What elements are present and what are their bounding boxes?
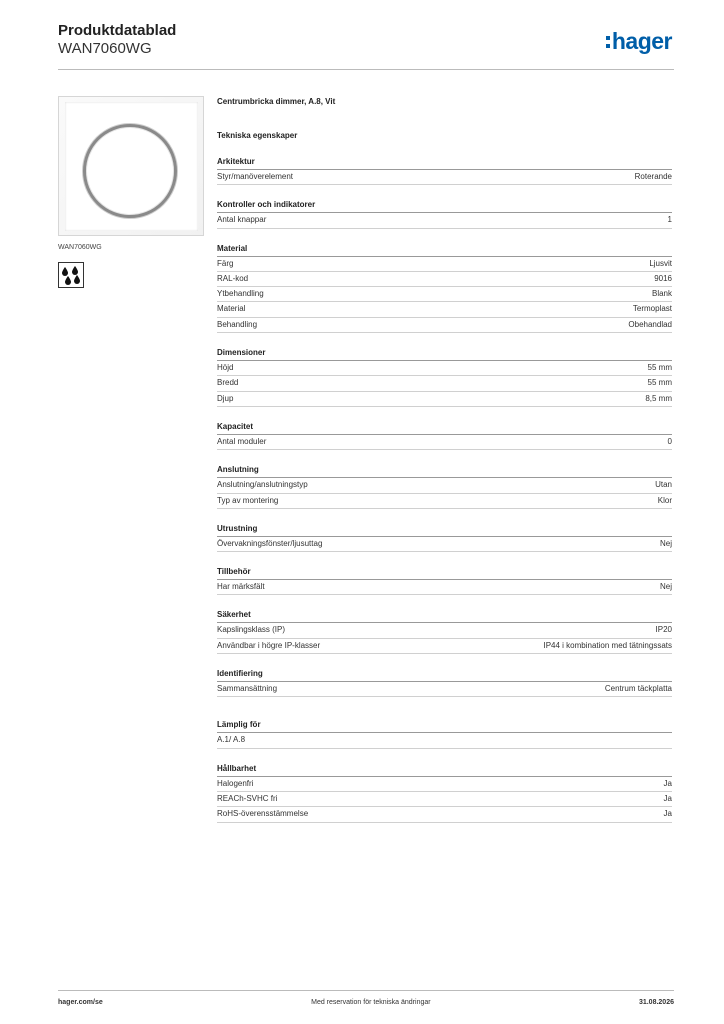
spec-row — [217, 318, 672, 333]
spec-section — [217, 347, 672, 407]
website-link[interactable]: hager.com/se — [58, 999, 103, 1006]
spec-row — [217, 287, 672, 302]
spec-row — [217, 170, 672, 185]
spec-value: IP44 i kombination med tätningssats — [543, 640, 672, 650]
doc-title: Produktdatablad — [58, 22, 177, 39]
image-caption: WAN7060WG — [58, 244, 102, 251]
spec-label: Antal knappar — [217, 215, 267, 225]
spec-row — [217, 639, 672, 654]
section-title: Anslutning — [217, 464, 672, 478]
spec-value: Termoplast — [632, 304, 672, 314]
section-title: Arkitektur — [217, 156, 672, 170]
spec-section — [217, 566, 672, 595]
spec-row — [217, 537, 672, 552]
spec-section — [217, 668, 672, 697]
spec-row — [217, 494, 672, 509]
spec-content — [217, 96, 672, 823]
spec-value: Klor — [657, 495, 672, 505]
logo-text: hager — [611, 28, 672, 54]
spec-section — [217, 199, 672, 228]
spec-row — [217, 392, 672, 407]
product-code: WAN7060WG — [58, 40, 152, 57]
spec-section — [217, 156, 672, 185]
ip-water-drops-icon — [58, 262, 84, 288]
spec-value: 8,5 mm — [645, 393, 672, 403]
spec-row — [217, 733, 672, 748]
section-title: Lämplig för — [217, 719, 672, 733]
spec-value: Roterande — [634, 172, 672, 181]
dimmer-knob — [83, 124, 177, 218]
section-title: Kontroller och indikatorer — [217, 199, 672, 213]
section-title: Dimensioner — [217, 347, 672, 361]
spec-label: Övervakningsfönster/ljusuttag — [217, 538, 323, 548]
spec-value: IP20 — [655, 625, 672, 635]
spec-section-suitable — [217, 719, 672, 748]
spec-value: Utan — [655, 480, 672, 490]
spec-section — [217, 609, 672, 654]
spec-section — [217, 523, 672, 552]
spec-section-sustainability — [217, 763, 672, 823]
spec-label: RAL-kod — [217, 273, 249, 283]
spec-value: Obehandlad — [628, 319, 672, 329]
spec-label: RoHS-överensstämmelse — [217, 809, 309, 819]
spec-label: Kapslingsklass (IP) — [217, 625, 286, 635]
spec-row — [217, 807, 672, 822]
spec-value: Ja — [663, 778, 672, 788]
spec-label: Behandling — [217, 319, 258, 329]
spec-section — [217, 421, 672, 450]
spec-row — [217, 435, 672, 450]
spec-value: 55 mm — [647, 378, 672, 388]
section-title: Kapacitet — [217, 421, 672, 435]
spec-label: Halogenfri — [217, 778, 254, 788]
spec-value: Nej — [659, 582, 672, 592]
spec-row — [217, 361, 672, 376]
footer-date: 31.08.2026 — [638, 999, 674, 1006]
spec-label: Material — [217, 304, 246, 314]
spec-label: Höjd — [217, 363, 234, 373]
spec-value: 1 — [667, 215, 672, 225]
spec-value: Blank — [651, 289, 672, 299]
section-title: Tillbehör — [217, 566, 672, 580]
section-title: Säkerhet — [217, 609, 672, 623]
spec-label: Färg — [217, 258, 234, 268]
spec-row — [217, 580, 672, 595]
spec-row — [217, 213, 672, 228]
spec-label: Sammansättning — [217, 684, 278, 694]
spec-value: 0 — [667, 436, 672, 446]
spec-value: Nej — [659, 538, 672, 548]
spec-label: A.1/ A.8 — [217, 735, 246, 745]
spec-row — [217, 478, 672, 493]
spec-value: Ja — [663, 793, 672, 803]
spec-row — [217, 777, 672, 792]
spec-value: 9016 — [654, 273, 672, 283]
spec-label: Typ av montering — [217, 495, 279, 505]
spec-value: Centrum täckplatta — [604, 684, 672, 694]
section-title: Utrustning — [217, 523, 672, 537]
spec-label: Anslutning/anslutningstyp — [217, 480, 308, 490]
spec-label: REACh-SVHC fri — [217, 793, 278, 803]
spec-label: Har märksfält — [217, 582, 265, 592]
spec-label: Bredd — [217, 378, 239, 388]
spec-section — [217, 464, 672, 509]
section-title: Material — [217, 243, 672, 257]
section-title: Identifiering — [217, 668, 672, 682]
section-title: Hållbarhet — [217, 763, 672, 777]
spec-label: Styr/manöverelement — [217, 172, 294, 181]
spec-label: Djup — [217, 393, 234, 403]
spec-row — [217, 376, 672, 391]
footer-note: Med reservation för tekniska ändringar — [311, 999, 431, 1006]
tech-section-title: Tekniska egenskaper — [217, 131, 298, 140]
spec-sections — [217, 156, 672, 697]
spec-row — [217, 257, 672, 272]
spec-row — [217, 272, 672, 287]
spec-row — [217, 792, 672, 807]
spec-label: Antal moduler — [217, 436, 267, 446]
hager-logo[interactable] — [606, 28, 672, 55]
spec-label: Ytbehandling — [217, 289, 264, 299]
product-name: Centrumbricka dimmer, A.8, Vit — [217, 97, 336, 106]
spec-value: Ja — [663, 809, 672, 819]
spec-row — [217, 302, 672, 317]
logo-dots-icon — [606, 36, 610, 48]
product-image — [58, 96, 204, 236]
spec-value: 55 mm — [647, 363, 672, 373]
page-header — [58, 22, 674, 70]
page-footer — [58, 990, 674, 1006]
spec-section — [217, 243, 672, 333]
spec-value: Ljusvit — [649, 258, 672, 268]
spec-row — [217, 682, 672, 697]
spec-row — [217, 623, 672, 638]
spec-label: Användbar i högre IP-klasser — [217, 640, 321, 650]
